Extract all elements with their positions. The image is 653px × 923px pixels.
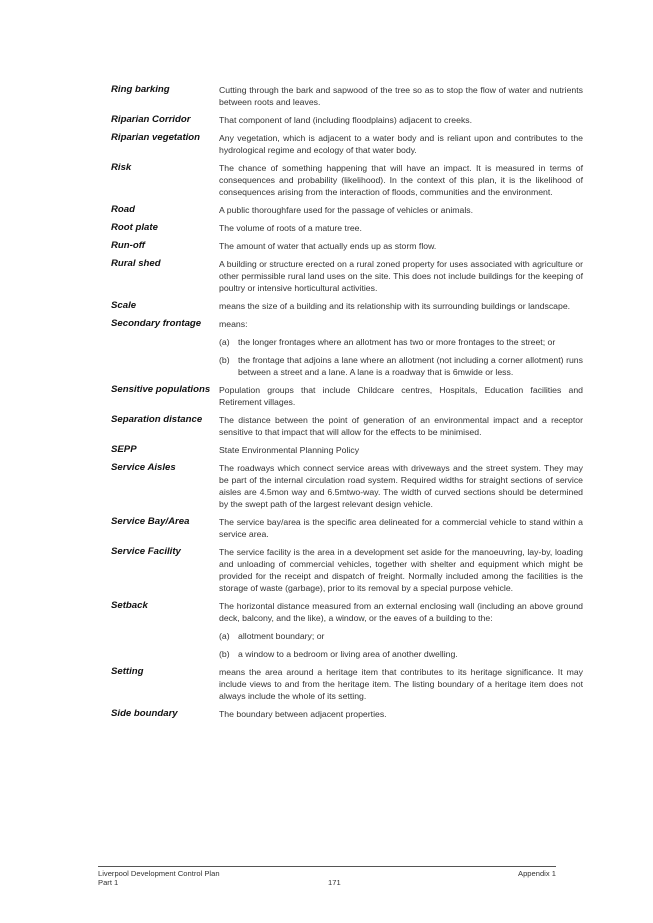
list-item-text: the longer frontages where an allotment has two or more frontages to the street; or	[238, 337, 556, 347]
glossary-entry	[111, 600, 583, 660]
glossary-entry	[111, 546, 583, 594]
definition	[219, 708, 583, 720]
glossary-list	[111, 84, 583, 726]
term: Separation distance	[111, 414, 203, 425]
definition-text: The service bay/area is the specific area delineated for a commercial vehicle to stand within a service area.	[219, 517, 583, 539]
page-number: 171	[328, 878, 341, 887]
glossary-entry	[111, 462, 583, 510]
list-item-text: a window to a bedroom or living area of another dwelling.	[238, 649, 458, 659]
definition	[219, 546, 583, 594]
term: Riparian Corridor	[111, 114, 191, 125]
definition-text: The service facility is the area in a development set aside for the manoeuvring, lay-by, loading and unloading of commercial vehicles, together with shelter and equipment which might be provided for the receipt and dispatch of freight. Normally included among the facilities is the storage of waste (garbage), prior to its removal by a special purpose vehicle.	[219, 547, 583, 593]
list-item	[219, 648, 583, 660]
term: Road	[111, 204, 135, 215]
glossary-entry	[111, 516, 583, 540]
term: Service Bay/Area	[111, 516, 190, 527]
glossary-entry	[111, 222, 583, 234]
glossary-entry	[111, 666, 583, 702]
definition-text: That component of land (including floodplains) adjacent to creeks.	[219, 115, 473, 125]
glossary-entry	[111, 132, 583, 156]
definition-text: Any vegetation, which is adjacent to a water body and is reliant upon and contributes to the hydrological regime and ecology of that water body.	[219, 133, 583, 155]
definition	[219, 600, 583, 660]
definition-text: The amount of water that actually ends up as storm flow.	[219, 241, 437, 251]
glossary-entry	[111, 204, 583, 216]
glossary-entry	[111, 162, 583, 198]
definition	[219, 300, 583, 312]
definition-text: Population groups that include Childcare centres, Hospitals, Education facilities and Retirement villages.	[219, 385, 583, 407]
footer-row	[98, 878, 556, 887]
definition	[219, 414, 583, 438]
term: Rural shed	[111, 258, 161, 269]
definition	[219, 222, 583, 234]
definition	[219, 666, 583, 702]
definition-text: State Environmental Planning Policy	[219, 445, 360, 455]
glossary-entry	[111, 84, 583, 108]
glossary-entry	[111, 240, 583, 252]
definition	[219, 204, 583, 216]
definition-text: A building or structure erected on a rural zoned property for uses associated with agriculture or other permissible rural land uses on the site. This does not include buildings for the keeping of poultry or intensive horticultural activities.	[219, 259, 583, 293]
footer-row	[98, 869, 556, 878]
footer-part: Part 1	[98, 878, 119, 887]
footer-document-title: Liverpool Development Control Plan	[98, 869, 220, 878]
definition	[219, 384, 583, 408]
term: Side boundary	[111, 708, 178, 719]
definition	[219, 258, 583, 294]
list-item-text: allotment boundary; or	[238, 631, 325, 641]
list-item-label: (a)	[219, 337, 230, 347]
glossary-entry	[111, 318, 583, 378]
definition-text: The chance of something happening that will have an impact. It is measured in terms of consequences and probability (likelihood). In the context of this plan, it is the likelihood of consequences arising from the interaction of floods, communities and the environment.	[219, 163, 583, 197]
definition	[219, 132, 583, 156]
list-item-label: (a)	[219, 631, 230, 641]
definition	[219, 444, 583, 456]
term: Run-off	[111, 240, 145, 251]
glossary-entry	[111, 444, 583, 456]
term: Service Facility	[111, 546, 181, 557]
page-footer	[98, 866, 556, 887]
definition-text: means the size of a building and its relationship with its surrounding buildings or landscape.	[219, 301, 571, 311]
term: Ring barking	[111, 84, 170, 95]
definition-text: means the area around a heritage item that contributes to its heritage significance. It may include views to and from the heritage item. The listing boundary of a heritage item does not always include the whole of its setting.	[219, 667, 583, 701]
definition-text: The roadways which connect service areas with driveways and the street system. They may be part of the internal circulation road system. Required widths for straight sections of service aisles are 4.5mon way and 6.5mtwo-way. The width of curved sections should be determined by the swept path of the largest relevant design vehicle.	[219, 463, 583, 509]
definition-text: Cutting through the bark and sapwood of the tree so as to stop the flow of water and nutrients between roots and leaves.	[219, 85, 583, 107]
definition	[219, 240, 583, 252]
glossary-entry	[111, 114, 583, 126]
definition-text: A public thoroughfare used for the passage of vehicles or animals.	[219, 205, 474, 215]
list-item-label: (b)	[219, 355, 230, 365]
term: Service Aisles	[111, 462, 176, 473]
list-item	[219, 336, 583, 348]
term: Setback	[111, 600, 148, 611]
definition-text: The horizontal distance measured from an external enclosing wall (including an above ground deck, balcony, and the like), a window, or the eaves of a building to the:	[219, 601, 583, 623]
definition-text: The volume of roots of a mature tree.	[219, 223, 362, 233]
list-item-label: (b)	[219, 649, 230, 659]
definition-text: The boundary between adjacent properties.	[219, 709, 387, 719]
glossary-entry	[111, 414, 583, 438]
definition	[219, 84, 583, 108]
definition-text: The distance between the point of generation of an environmental impact and a receptor sensitive to that impact that will allow for the effects to be minimised.	[219, 415, 583, 437]
term: Riparian vegetation	[111, 132, 201, 143]
glossary-entry	[111, 384, 583, 408]
footer-appendix: Appendix 1	[518, 869, 556, 878]
list-item	[219, 630, 583, 642]
list-item	[219, 354, 583, 378]
term: Scale	[111, 300, 137, 311]
definition	[219, 462, 583, 510]
glossary-entry	[111, 708, 583, 720]
definition	[219, 162, 583, 198]
list-item-text: the frontage that adjoins a lane where an allotment (not including a corner allotment) runs between a street and a lane. A lane is a roadway that is 6mwide or less.	[238, 355, 583, 377]
definition-text: means:	[219, 319, 248, 329]
term: Risk	[111, 162, 132, 173]
definition	[219, 318, 583, 378]
term: Root plate	[111, 222, 158, 233]
glossary-entry	[111, 300, 583, 312]
term: SEPP	[111, 444, 137, 455]
term: Setting	[111, 666, 144, 677]
definition	[219, 516, 583, 540]
term: Secondary frontage	[111, 318, 202, 329]
glossary-entry	[111, 258, 583, 294]
definition	[219, 114, 583, 126]
term: Sensitive populations	[111, 384, 211, 395]
